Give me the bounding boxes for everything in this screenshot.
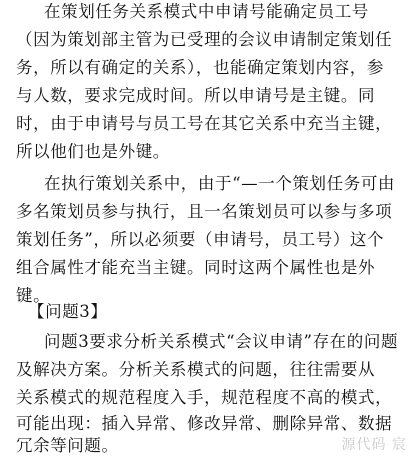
text-line: 及解决方案。分析关系模式的问题，往往需要从 xyxy=(16,360,376,379)
section-heading: 【问题3】 xyxy=(28,302,108,321)
watermark-text: 源代码 宸 xyxy=(341,437,407,453)
text-line: 多名策划员参与执行，且一名策划员可以参与多项 xyxy=(16,202,393,221)
text-line: 键。 xyxy=(16,286,51,305)
text-line: 与人数，要求完成时间。所以申请号是主键。同 xyxy=(16,86,376,105)
text-line: （因为策划部主管为已受理的会议申请制定策划任 xyxy=(16,30,393,49)
text-line: 关系模式的规范程度入手，规范程度不高的模式， xyxy=(16,388,393,407)
text-line: 策划任务”，所以必须要（申请号，员工号）这个 xyxy=(16,230,385,249)
text-line: 务，所以有确定的关系），也能确定策划内容，参 xyxy=(16,58,384,77)
text-line: 可能出现：插入异常、修改异常、删除异常、数据 xyxy=(16,414,393,433)
text-line: 问题3要求分析关系模式“会议申请”存在的问题 xyxy=(44,332,399,351)
text-line: 冗余等问题。 xyxy=(16,436,119,455)
text-line: 在策划任务关系模式中申请号能确定员工号 xyxy=(44,2,369,21)
text-line: 时，由于申请号与员工号在其它关系中充当主键， xyxy=(16,114,393,133)
text-line: 所以他们也是外键。 xyxy=(16,142,170,161)
text-line: 在执行策划关系中，由于“—一个策划任务可由 xyxy=(44,174,396,193)
text-line: 组合属性才能充当主键。同时这两个属性也是外 xyxy=(16,258,376,277)
